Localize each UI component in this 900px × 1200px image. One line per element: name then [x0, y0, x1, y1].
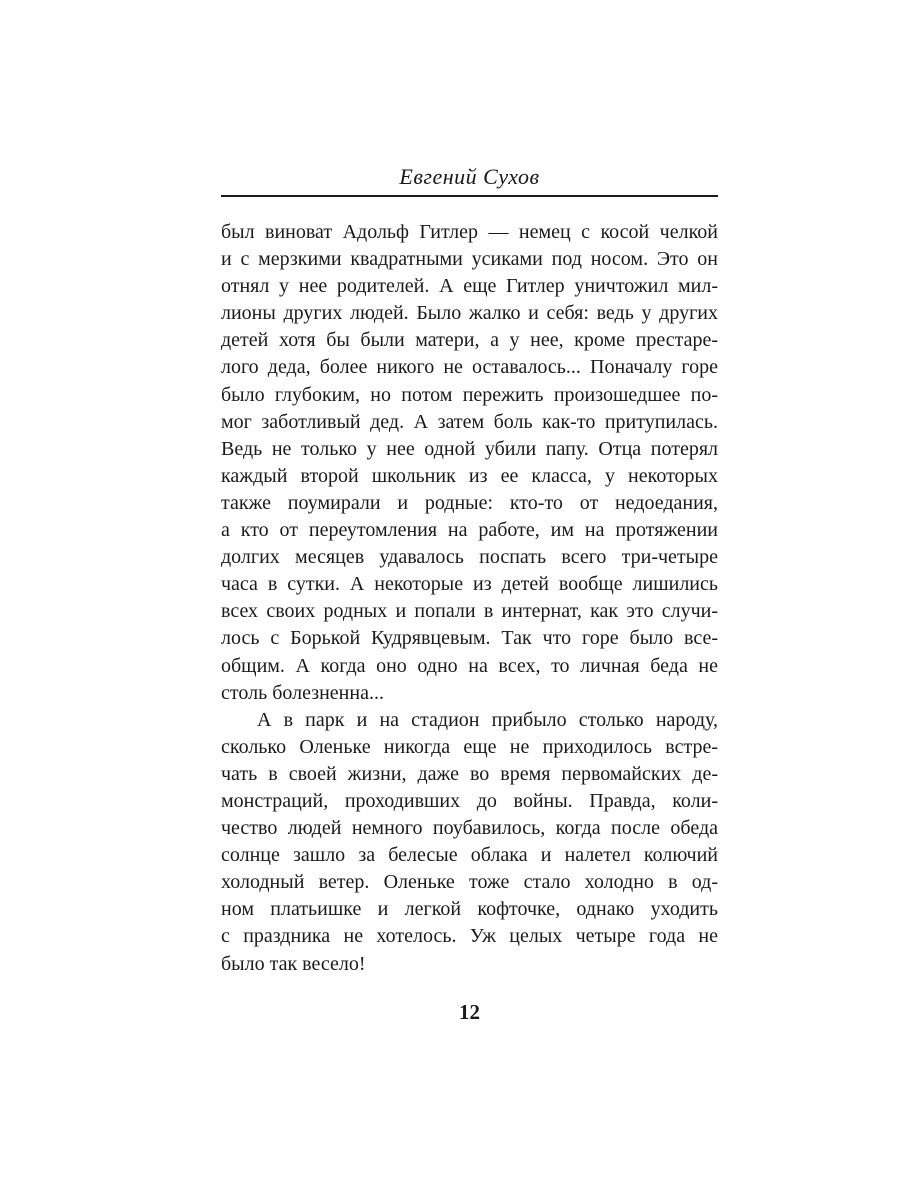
text-line: а кто от переутомления на работе, им на протяжении	[221, 519, 718, 542]
text-line: лого деда, более никого не оставалось... Поначалу горе	[221, 356, 718, 379]
text-line: также поумирали и родные: кто-то от недоедания,	[221, 491, 718, 514]
running-head-author: Евгений Сухов	[399, 164, 540, 189]
header-rule	[221, 195, 718, 197]
text-line: было так весело!	[221, 952, 366, 975]
text-line: с праздника не хотелось. Уж целых четыре года не	[221, 925, 718, 948]
text-line: мог заботливый дед. А затем боль как-то притупилась.	[221, 410, 718, 433]
page-number: 12	[459, 1000, 480, 1024]
text-line: всех своих родных и попали в интернат, как это случи-	[221, 600, 718, 623]
text-line: чество людей немного поубавилось, когда после обеда	[221, 817, 718, 840]
text-line: сколько Оленьке никогда еще не приходилось встре-	[221, 735, 718, 758]
text-line: ном платьишке и легкой кофточке, однако уходить	[221, 898, 718, 921]
text-line: общим. А когда оно одно на всех, то личная беда не	[221, 654, 718, 677]
text-line: А в парк и на стадион прибыло столько народу,	[257, 708, 718, 731]
text-line: каждый второй школьник из ее класса, у некоторых	[221, 464, 718, 487]
text-line: долгих месяцев удавалось поспать всего три-четыре	[221, 546, 718, 569]
text-line: и с мерзкими квадратными усиками под носом. Это он	[221, 248, 718, 271]
paragraph-1	[221, 219, 718, 707]
text-line: холодный ветер. Оленьке тоже стало холодно в од-	[221, 871, 718, 894]
text-line: монстраций, проходивших до войны. Правда, коли-	[221, 789, 718, 812]
text-line: отнял у нее родителей. А еще Гитлер уничтожил мил-	[221, 275, 718, 298]
text-line: лось с Борькой Кудрявцевым. Так что горе было все-	[221, 627, 718, 650]
text-line: часа в сутки. А некоторые из детей вообще лишились	[221, 573, 718, 596]
body-text	[221, 219, 718, 978]
text-line: был виноват Адольф Гитлер — немец с косой челкой	[221, 221, 718, 243]
text-line: было глубоким, но потом пережить произошедшее по-	[221, 383, 718, 406]
text-line: детей хотя бы были матери, а у нее, кроме престаре-	[221, 329, 718, 352]
text-line: Ведь не только у нее одной убили папу. Отца потерял	[221, 437, 718, 460]
text-line: столь болезненна...	[221, 681, 384, 704]
text-line: чать в своей жизни, даже во время первомайских де-	[221, 762, 718, 785]
paragraph-2	[221, 707, 718, 978]
text-line: солнце зашло за белесые облака и налетел колючий	[221, 844, 718, 867]
text-line: лионы других людей. Было жалко и себя: ведь у других	[221, 302, 718, 325]
